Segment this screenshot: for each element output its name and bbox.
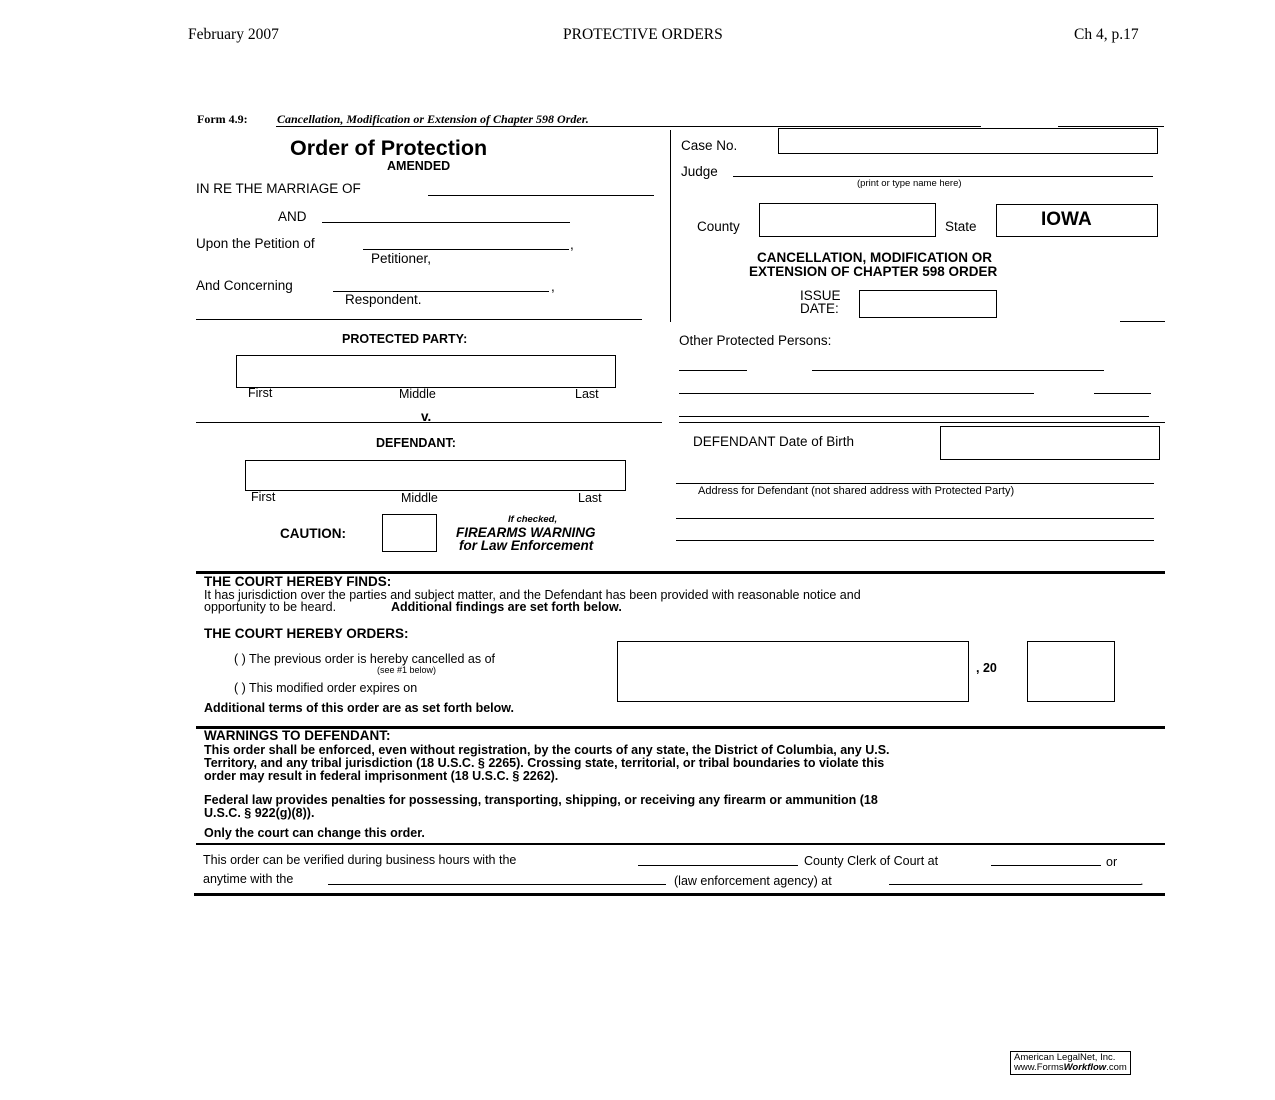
issue-date-field[interactable] [859,290,997,318]
petitioner-label: Petitioner, [371,251,432,266]
other-protected-field-1[interactable] [679,370,747,371]
order-title: Order of Protection [290,136,488,160]
respondent-label: Respondent. [345,292,422,307]
petitioner-name-field[interactable] [363,249,569,250]
modify-option[interactable]: ( ) This modified order expires on [234,681,418,695]
protected-last-label: Last [575,387,599,401]
additional-terms: Additional terms of this order are as set forth below. [204,701,515,715]
year-prefix: , 20 [976,661,997,675]
law-enforcement-label: for Law Enforcement [459,538,594,553]
verify-line1-b: County Clerk of Court at [804,854,939,868]
petition-label: Upon the Petition of [196,236,315,251]
marriage-name-field[interactable] [428,195,654,196]
cancellation-heading-1: CANCELLATION, MODIFICATION OR [757,250,992,265]
county-clerk-field[interactable] [638,865,798,866]
order-subtitle: AMENDED [387,159,451,173]
agency-phone-field[interactable] [889,884,1141,885]
firearms-warning-label: FIREARMS WARNING [456,525,596,540]
concerning-label: And Concerning [196,278,293,293]
header-title: PROTECTIVE ORDERS [563,26,723,43]
caution-label: CAUTION: [280,526,346,541]
dob-label: DEFENDANT Date of Birth [693,434,855,449]
judge-hint: (print or type name here) [857,178,962,189]
versus-label: v. [421,409,432,424]
address-field-3[interactable] [676,540,1154,541]
warning-3: Only the court can change this order. [204,826,425,840]
firearms-warning-checkbox[interactable] [382,514,437,552]
other-protected-field-5[interactable] [679,416,1149,417]
marriage-label: IN RE THE MARRIAGE OF [196,181,361,196]
american-legalnet-logo [1010,1051,1131,1075]
findings-heading: THE COURT HEREBY FINDS: [204,574,392,589]
address-field-2[interactable] [676,518,1154,519]
judge-label: Judge [681,164,718,179]
other-protected-label: Other Protected Persons: [679,333,832,348]
order-year-field[interactable] [1027,641,1115,702]
warning-1-line-3: order may result in federal imprisonment (18 U.S.C. § 2262). [204,769,559,783]
warnings-heading: WARNINGS TO DEFENDANT: [204,728,391,743]
defendant-name-field[interactable] [245,460,626,491]
verify-line2-b: (law enforcement agency) at [674,874,832,888]
order-date-field[interactable] [617,641,969,702]
protected-middle-label: Middle [399,387,436,401]
orders-heading: THE COURT HEREBY ORDERS: [204,626,409,641]
warning-2-line-2: U.S.C. § 922(g)(8)). [204,806,315,820]
header-date: February 2007 [188,26,279,43]
form-caption-title: Cancellation, Modification or Extension of Chapter 598 Order. [277,112,589,126]
header-page: Ch 4, p.17 [1074,26,1139,43]
verify-line1-a: This order can be verified during business hours with the [203,853,517,867]
findings-text-2a: opportunity to be heard. [204,600,337,614]
findings-text-2b: Additional findings are set forth below. [391,600,622,614]
law-agency-field[interactable] [328,884,666,885]
other-protected-field-4[interactable] [1094,393,1151,394]
judge-name-field[interactable] [733,176,1153,177]
verify-line2-c: . [1140,874,1144,888]
verify-line1-c: or [1106,855,1118,869]
protected-party-label: PROTECTED PARTY: [342,332,468,346]
protected-first-label: First [248,386,273,400]
defendant-middle-label: Middle [401,491,438,505]
state-label: State [945,219,977,234]
defendant-last-label: Last [578,491,602,505]
state-value: IOWA [1041,209,1092,230]
if-checked-label: If checked, [508,514,558,525]
address-field-1[interactable] [676,483,1154,484]
defendant-label: DEFENDANT: [376,436,456,450]
county-field[interactable] [759,203,936,237]
findings-text-1: It has jurisdiction over the parties and subject matter, and the Defendant has been provided with reasonable notice and [204,588,861,602]
see-note: (see #1 below) [377,665,437,675]
case-number-field[interactable] [778,128,1158,154]
dob-field[interactable] [940,426,1160,460]
other-protected-field-2[interactable] [812,370,1104,371]
form-number: Form 4.9: [197,112,248,126]
and-label: AND [278,209,307,224]
state-field[interactable] [996,204,1158,237]
column-divider [670,130,671,322]
logo-line-2: www.FormsWorkflow.com [1014,1062,1127,1073]
warning-1-line-2: Territory, and any tribal jurisdiction (18 U.S.C. § 2265). Crossing state, territorial, or tribal boundaries to violate this [204,756,885,770]
other-protected-field-3[interactable] [679,393,1034,394]
case-label: Case No. [681,138,738,153]
clerk-phone-field[interactable] [991,865,1101,866]
issue-date-label: DATE: [800,301,839,316]
county-label: County [697,219,740,234]
cancellation-heading-2: EXTENSION OF CHAPTER 598 ORDER [749,264,998,279]
protected-party-name-field[interactable] [236,355,616,388]
issue-label: ISSUE [800,288,841,303]
warning-1-line-1: This order shall be enforced, even without registration, by the courts of any state, the District of Columbia, any U.S. [204,743,890,757]
cancel-option[interactable]: ( ) The previous order is hereby cancelled as of [234,652,496,666]
defendant-first-label: First [251,490,276,504]
spouse-name-field[interactable] [322,222,570,223]
logo-line-1: American LegalNet, Inc. [1014,1052,1116,1063]
verify-line2-a: anytime with the [203,872,294,886]
warning-2-line-1: Federal law provides penalties for possessing, transporting, shipping, or receiving any firearm or ammunition (18 [204,793,878,807]
address-label: Address for Defendant (not shared address with Protected Party) [698,485,1015,497]
